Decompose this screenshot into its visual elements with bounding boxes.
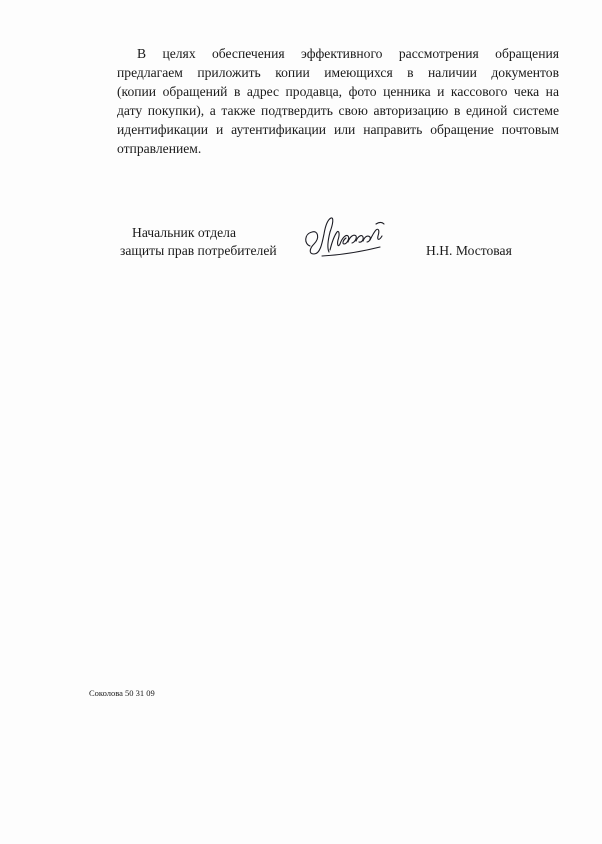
paragraph-line: предлагаем приложить копии имеющихся в наличии документов: [117, 65, 559, 80]
paragraph-line: идентификации и аутентификации или направить обращение почтовым: [117, 122, 559, 137]
paragraph-line: В целях обеспечения эффективного рассмотрения обращения: [137, 46, 559, 61]
signer-title-line-1: Начальник отдела: [132, 225, 236, 240]
paragraph-line: отправлением.: [117, 141, 202, 156]
body-paragraph: [117, 44, 559, 158]
signer-title-line-2: защиты прав потребителей: [120, 243, 277, 258]
handwritten-signature: [300, 214, 392, 262]
paragraph-line: (копии обращений в адрес продавца, фото ценника и кассового чека на: [117, 84, 559, 99]
signer-name: Н.Н. Мостовая: [426, 243, 512, 258]
paragraph-line: дату покупки), а также подтвердить свою авторизацию в единой системе: [117, 103, 559, 118]
executor-note: Соколова 50 31 09: [89, 688, 155, 698]
